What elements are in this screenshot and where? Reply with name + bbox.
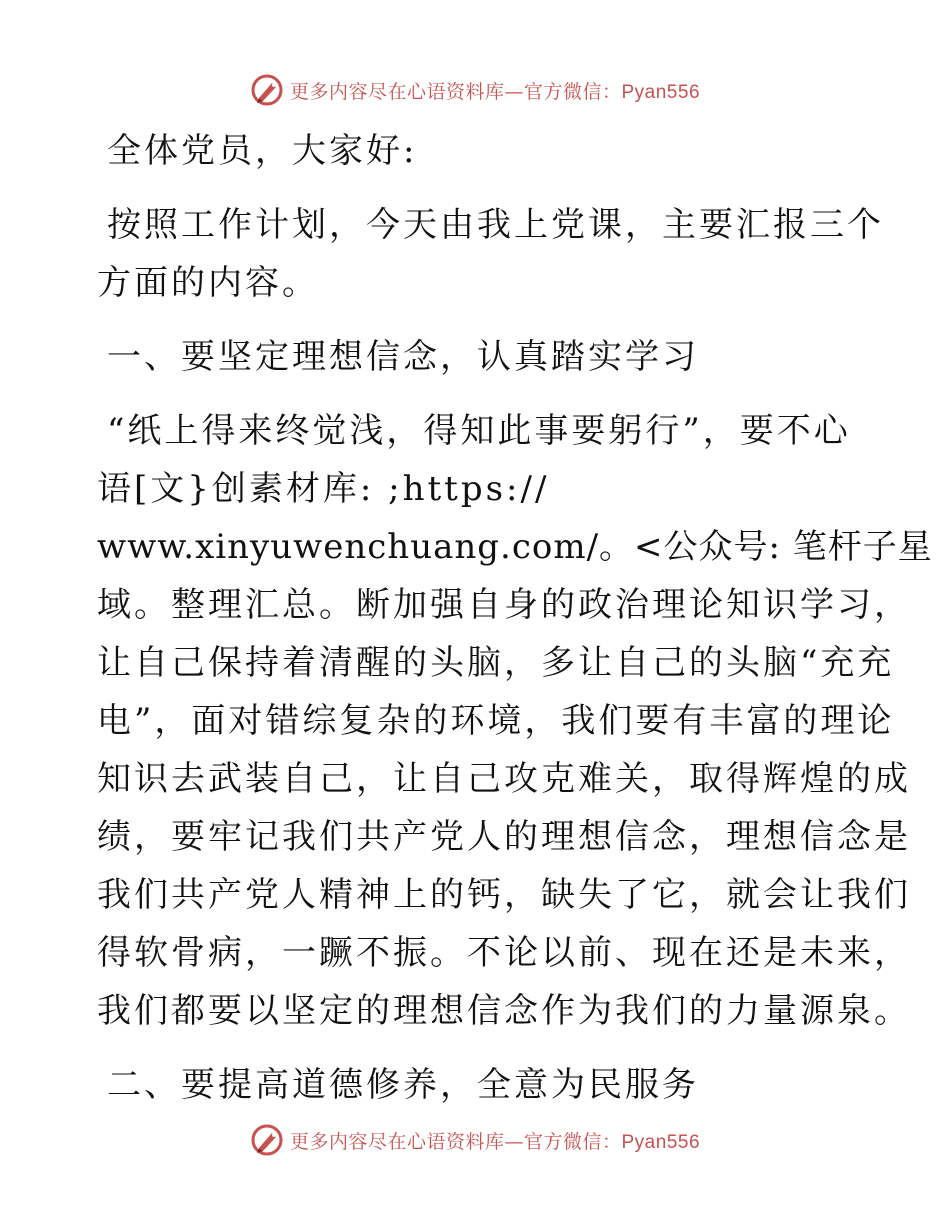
paragraph-line: 我们都要以坚定的理想信念作为我们的力量源泉。 <box>97 991 911 1031</box>
paragraph-line: 我们共产党人精神上的钙，缺失了它，就会让我们 <box>97 875 911 915</box>
paragraph-line: 得软骨病，一蹶不振。不论以前、现在还是未来， <box>97 933 911 973</box>
banner-text: 更多内容尽在心语资料库—官方微信：Pyan556 <box>289 80 701 103</box>
intro-line: 按照工作计划，今天由我上党课，主要汇报三个 <box>107 205 884 245</box>
paragraph-line: 知识去武装自己，让自己攻克难关，取得辉煌的成 <box>97 759 911 799</box>
paragraph-line: 域。整理汇总。断加强自身的政治理论知识学习， <box>97 585 911 625</box>
paragraph-line: 让自己保持着清醒的头脑，多让自己的头脑“充充 <box>97 643 895 683</box>
footer-banner <box>0 1120 950 1160</box>
intro-line: 方面的内容。 <box>97 263 319 303</box>
wechat-id: Pyan556 <box>621 1131 701 1153</box>
pen-logo-icon <box>250 1123 284 1157</box>
paragraph-line: 绩，要牢记我们共产党人的理想信念，理想信念是 <box>97 817 911 857</box>
paragraph-line: www.xinyuwenchuang.com/。<公众号: 笔杆子星 <box>97 527 933 567</box>
pen-logo-icon <box>250 73 284 107</box>
document-body <box>97 122 933 1114</box>
section-heading-2: 二、要提高道德修养，全意为民服务 <box>107 1065 699 1105</box>
header-banner <box>0 70 950 110</box>
greeting: 全体党员，大家好: <box>107 131 418 171</box>
wechat-id: Pyan556 <box>621 81 701 103</box>
paragraph-line: “纸上得来终觉浅，得知此事要躬行”，要不心 <box>107 411 851 451</box>
banner-text: 更多内容尽在心语资料库—官方微信：Pyan556 <box>289 1130 701 1153</box>
section-heading-1: 一、要坚定理想信念，认真踏实学习 <box>107 337 699 377</box>
paragraph-line: 电”，面对错综复杂的环境，我们要有丰富的理论 <box>97 701 895 741</box>
paragraph-line: 语[文}创素材库: ;https:// <box>97 469 550 509</box>
